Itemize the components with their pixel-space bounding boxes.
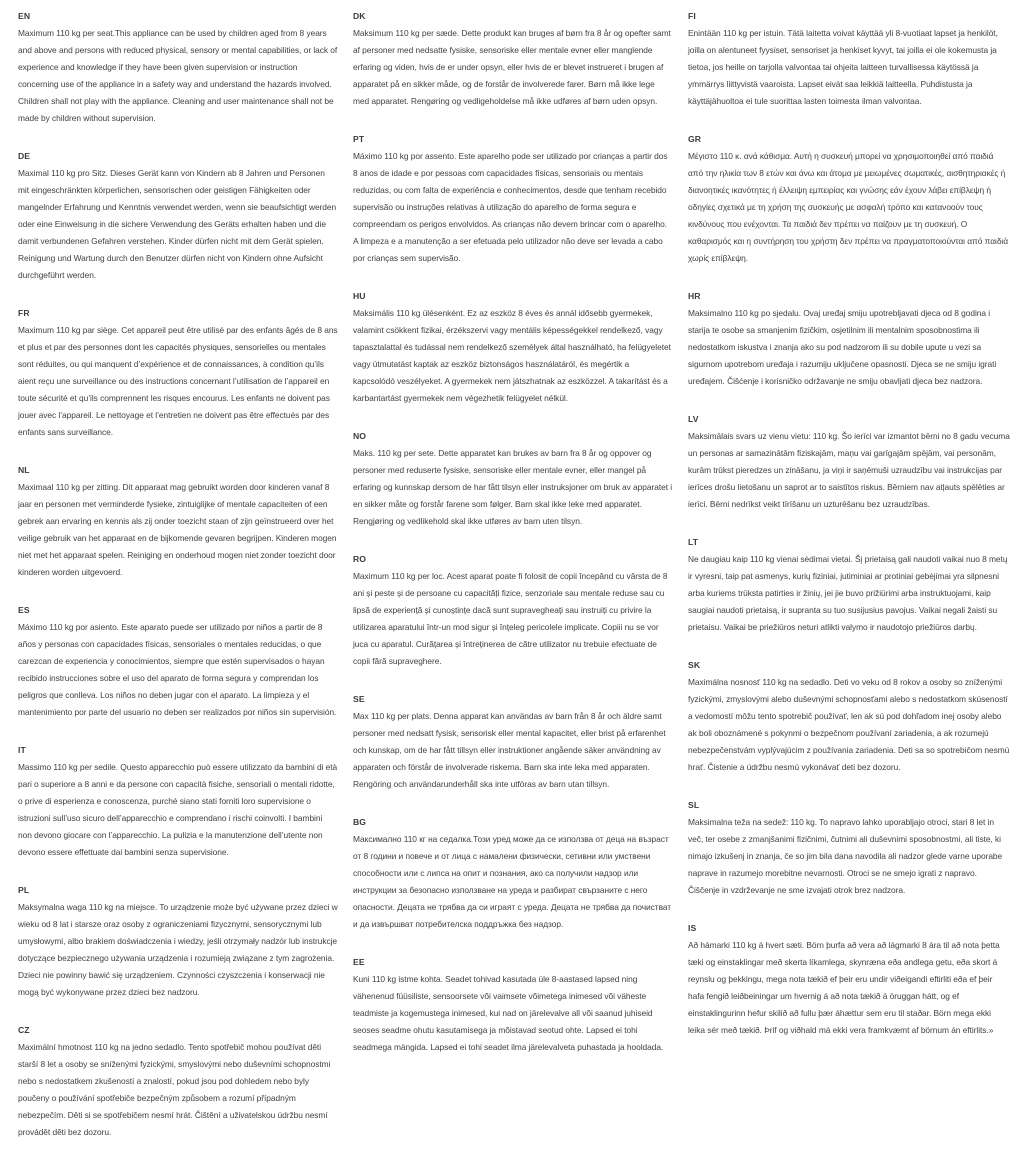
language-code: HU [353, 291, 366, 301]
lang-section-pl [18, 882, 338, 1001]
lang-section-cz [18, 1022, 338, 1141]
language-code: DK [353, 11, 366, 21]
lang-section-gr [688, 131, 1010, 267]
lang-section-pt [353, 131, 673, 267]
lang-section-es [18, 602, 338, 721]
lang-section-lt [688, 534, 1010, 636]
language-code: IT [18, 745, 26, 755]
language-code: SL [688, 800, 700, 810]
language-code: LT [688, 537, 699, 547]
lang-section-nl [18, 462, 338, 581]
column-1 [18, 8, 338, 1162]
language-text: Maximaal 110 kg per zitting. Dit apparaat mag gebruikt worden door kinderen vanaf 8 jaar en personen met verminderde fysieke, zintuiglijke of mentale capaciteiten of een gebrek aan ervaring en kennis als zij onder toezicht staan of zijn geïnstrueerd over het veilige gebruik van het apparaat en de bijkomende gevaren begrijpen. Kinderen mogen niet met het apparaat spelen. Reiniging en onderhoud mogen niet zonder toezicht door kinderen worden uitgevoerd. [18, 482, 337, 577]
language-code: NL [18, 465, 30, 475]
lang-section-no [353, 428, 673, 530]
lang-section-sk [688, 657, 1010, 776]
lang-section-de [18, 148, 338, 284]
language-text: Enintään 110 kg per istuin. Tätä laitetta voivat käyttää yli 8-vuotiaat lapset ja henkilöt, joilla on alentuneet fyysiset, sensoriset ja henkiset kyvyt, tai joilla ei ole kokemusta ja tietoa, jos heille on tarjolla valvontaa tai ohjeita laitteen turvallisessa käytössä ja ymmärrys liittyvistä vaaroista. Lapset eivät saa leikkiä laitteella. Puhdistusta ja käyttäjähuoltoa ei tule suorittaa lasten toimesta ilman valvontaa. [688, 28, 998, 106]
language-code: SK [688, 660, 701, 670]
column-2 [353, 8, 673, 1162]
language-code: PT [353, 134, 365, 144]
lang-section-bg [353, 814, 673, 933]
language-text: Maksimalna teža na sedež: 110 kg. To napravo lahko uporabljajo otroci, stari 8 let in več, ter osebe z zmanjšanimi fizičnimi, čutnimi ali duševnimi sposobnostmi, ali tiste, ki nimajo izkušenj in znanja, če so jim bila dana navodila ali nadzor glede varne uporabe naprave in razumejo morebitne nevarnosti. Otroci se ne smejo igrati z napravo. Čiščenje in vzdrževanje ne sme izvajati otrok brez nadzora. [688, 817, 1003, 895]
lang-section-hr [688, 288, 1010, 390]
language-text: Maks. 110 kg per sete. Dette apparatet kan brukes av barn fra 8 år og oppover og personer med reduserte fysiske, sensoriske eller mentale evner, eller mangel på erfaring og kunnskap dersom de har fått tilsyn eller instruksjoner om bruk av apparatet i en sikker måte og forstår farene som følger. Barn skal ikke leke med apparatet. Rengjøring og vedlikehold skal ikke utføres av barn uten tilsyn. [353, 448, 673, 526]
language-text: Максимално 110 кг на седалка.Този уред може да се използва от деца на възраст от 8 години и повече и от лица с намалени физически, сетивни или умствени способности или с липса на опит и познания, ако са получили надзор или инструкции за безопасно използване на уреда и разбират свързаните с него опасности. Децата не трябва да си играят с уреда. Децата не трябва да почистват и да извършват потребителска поддръжка без надзор. [353, 834, 672, 929]
column-3 [688, 8, 1010, 1162]
language-code: EN [18, 11, 31, 21]
language-text: Máximo 110 kg por asiento. Este aparato puede ser utilizado por niños a partir de 8 años y personas con capacidades físicas, sensoriales o mentales reducidas, o que carezcan de experiencia y conocimientos, siempre que estén supervisados o hayan recibido instrucciones sobre el uso del aparato de forma segura y comprendan los peligros que conlleva. Los niños no deben jugar con el aparato. La limpieza y el mantenimiento por parte del usuario no deben ser realizados por niños sin supervisión. [18, 622, 337, 717]
language-text: Máximo 110 kg por assento. Este aparelho pode ser utilizado por crianças a partir dos 8 anos de idade e por pessoas com capacidades físicas, sensoriais ou mentais reduzidas, ou com falta de experiência e conhecimentos, desde que tenham recebido supervisão ou instruções relativas à utilização do aparelho de forma segura e compreendam os perigos envolvidos. As crianças não devem brincar com o aparelho. A limpeza e a manutenção a ser efetuada pelo utilizador não deve ser levada a cabo por crianças sem supervisão. [353, 151, 668, 263]
language-code: NO [353, 431, 367, 441]
lang-section-hu [353, 288, 673, 407]
lang-section-ro [353, 551, 673, 670]
language-text: Maksimum 110 kg per sæde. Dette produkt kan bruges af børn fra 8 år og opefter samt af personer med nedsatte fysiske, sensoriske eller mentale evner eller manglende erfaring og viden, hvis de er under opsyn, eller hvis de er blevet instrueret i brugen af apparatet på en sikker måde, og de forstår de involverede farer. Børn må ikke lege med apparatet. Rengøring og vedligeholdelse må ikke udføres af børn uden opsyn. [353, 28, 671, 106]
language-code: FI [688, 11, 696, 21]
language-code: PL [18, 885, 30, 895]
lang-section-se [353, 691, 673, 793]
language-code: RO [353, 554, 367, 564]
lang-section-fr [18, 305, 338, 441]
language-code: ES [18, 605, 30, 615]
lang-section-it [18, 742, 338, 861]
language-text: Maximum 110 kg per seat.This appliance can be used by children aged from 8 years and above and persons with reduced physical, sensory or mental capabilities, or lack of experience and knowledge if they have been given supervision or instruction concerning use of the appliance in a safety way and understand the hazards involved. Children shall not play with the appliance. Cleaning and user maintenance shall not be made by children without supervision. [18, 28, 338, 123]
language-text: Maksimālais svars uz vienu vietu: 110 kg. Šo ierīci var izmantot bērni no 8 gadu vecuma un personas ar samazinātām fiziskajām, maņu vai garīgajām spējām, vai personām, kurām trūkst pieredzes un zināšanu, ja viņi ir saņēmuši uzraudzību vai instrukcijas par ierīces drošu lietošanu un saprot ar to saistītos riskus. Bērniem nav atļauts spēlēties ar ierīci. Bērni nedrīkst veikt tīrīšanu un uzturēšanu bez uzraudzības. [688, 431, 1010, 509]
language-text: Ne daugiau kaip 110 kg vienai sėdimai vietai. Šį prietaisą gali naudoti vaikai nuo 8 metų ir vyresni, taip pat asmenys, kurių fiziniai, jutiminiai ar protiniai gebėjimai yra silpnesni arba kuriems trūksta patirties ir žinių, jei jie buvo prižiūrimi arba instruktuojami, kaip saugiai naudoti prietaisą, ir supranta su tuo susijusius pavojus. Vaikai negali žaisti su prietaisu. Vaikai be priežiūros neturi atlikti valymo ir naudotojo priežiūros darbų. [688, 554, 1008, 632]
language-code: SE [353, 694, 365, 704]
language-text: Maximální hmotnost 110 kg na jedno sedadlo. Tento spotřebič mohou používat děti starší 8 let a osoby se sníženými fyzickými, smyslovými nebo duševními schopnostmi nebo s nedostatkem zkušeností a znalostí, pokud jsou pod dohledem nebo byly poučeny o používání spotřebiče bezpečným způsobem a rozumí případným nebezpečím. Děti si se spotřebičem nesmí hrát. Čištění a uživatelskou údržbu nesmí provádět děti bez dozoru. [18, 1042, 331, 1137]
lang-section-sl [688, 797, 1010, 899]
language-text: Að hámarki 110 kg á hvert sæti. Börn þurfa að vera að lágmarki 8 ára til að nota þetta tæki og einstaklingar með skerta líkamlega, skynræna eða andlega getu, eða skort á reynslu og þekkingu, mega nota tækið ef þeir eru undir viðeigandi eftirliti eða ef þeir hafa fengið leiðbeiningar um hvernig á að nota tækið á öruggan hátt, og ef einstaklingurinn hefur skilið að fullu þær áhættur sem eru til staðar. Börn mega ekki leika sér með tækið. Þrif og viðhald má ekki vera framkvæmt af börnum án eftirlits.» [688, 940, 1000, 1035]
language-text: Maksimalno 110 kg po sjedalu. Ovaj uređaj smiju upotrebljavati djeca od 8 godina i starija te osobe sa smanjenim fizičkim, osjetilnim ili mentalnim sposobnostima ili nedostatkom iskustva i znanja ako su pod nadzorom ili su dobile upute u vezi sa sigurnom upotrebom uređaja i razumiju uključene opasnosti. Djeca se ne smiju igrati uređajem. Čišćenje i korisničko održavanje ne smiju obavljati djeca bez nadzora. [688, 308, 997, 386]
language-code: DE [18, 151, 31, 161]
language-code: GR [688, 134, 702, 144]
language-code: IS [688, 923, 697, 933]
lang-section-fi [688, 8, 1010, 110]
lang-section-dk [353, 8, 673, 110]
language-text: Max 110 kg per plats. Denna apparat kan användas av barn från 8 år och äldre samt personer med nedsatt fysisk, sensorisk eller mental kapacitet, eller brist på erfarenhet och kunskap, om de har fått tillsyn eller instruktioner angående säker användning av apparaten och förstår de involverade riskerna. Barn ska inte leka med apparaten. Rengöring och användarunderhåll ska inte utföras av barn utan tillsyn. [353, 711, 666, 789]
language-code: EE [353, 957, 365, 967]
language-text: Maksimális 110 kg ülésenként. Ez az eszköz 8 éves és annál idősebb gyermekek, valamint csökkent fizikai, érzékszervi vagy mentális képességekkel rendelkező, vagy tapasztalattal és tudással nem rendelkező személyek által használható, ha felügyeletet vagy útmutatást kaptak az eszköz biztonságos használatáról, és megértik a kapcsolódó veszélyeket. A gyermekek nem játszhatnak az eszközzel. A takarítást és a karbantartást gyermekek nem végezhetik felügyelet nélkül. [353, 308, 671, 403]
language-text: Maximal 110 kg pro Sitz. Dieses Gerät kann von Kindern ab 8 Jahren und Personen mit eingeschränkten körperlichen, sensorischen oder geistigen Fähigkeiten oder mangelnder Erfahrung und Kenntnis verwendet werden, wenn sie beaufsichtigt werden oder eine Einweisung in die sichere Verwendung des Geräts erhalten haben und die damit verbundenen Gefahren verstehen. Kinder dürfen nicht mit dem Gerät spielen. Reinigung und Wartung durch den Benutzer dürfen nicht von Kindern ohne Aufsicht durchgeführt werden. [18, 168, 337, 280]
lang-section-ee [353, 954, 673, 1056]
lang-section-lv [688, 411, 1010, 513]
language-code: HR [688, 291, 701, 301]
language-text: Μέγιστο 110 κ. ανά κάθισμα. Αυτή η συσκευή μπορεί να χρησιμοποιηθεί από παιδιά από την ηλικία των 8 ετών και άνω και άτομα με μειωμένες σωματικές, αισθητηριακές ή διανοητικές ικανότητες ή έλλειψη εμπειρίας και γνώσης εάν έχουν λάβει επίβλεψη ή οδηγίες σχετικά με τη χρήση της συσκευής με ασφαλή τρόπο και κατανοούν τους κινδύνους που ενέχονται. Τα παιδιά δεν πρέπει να παίζουν με τη συσκευή. Ο καθαρισμός και η συντήρηση του χρήστη δεν πρέπει να πραγματοποιούνται από παιδιά χωρίς επίβλεψη. [688, 151, 1009, 263]
language-code: LV [688, 414, 699, 424]
lang-section-is [688, 920, 1010, 1039]
language-text: Massimo 110 kg per sedile. Questo apparecchio può essere utilizzato da bambini di età pari o superiore a 8 anni e da persone con capacità fisiche, sensoriali o mentali ridotte, o prive di esperienza e conoscenza, purché siano stati forniti loro supervisione o istruzioni sull’uso sicuro dell’apparecchio e comprendano i rischi coinvolti. I bambini non devono giocare con l’apparecchio. La pulizia e la manutenzione dell’utente non devono essere effettuate dai bambini senza supervisione. [18, 762, 338, 857]
language-text: Maximum 110 kg per loc. Acest aparat poate fi folosit de copii începând cu vârsta de 8 ani și peste și de persoane cu capacități fizice, senzoriale sau mentale reduse sau cu lipsă de experiență și cunoștințe dacă sunt supravegheați sau instruiți cu privire la utilizarea aparatului într-un mod sigur și înțeleg pericolele implicate. Copiii nu se vor juca cu aparatul. Curățarea și întreținerea de către utilizator nu trebuie efectuate de copii fără supraveghere. [353, 571, 668, 666]
language-code: FR [18, 308, 30, 318]
language-text: Maximálna nosnosť 110 kg na sedadlo. Deti vo veku od 8 rokov a osoby so zníženými fyzickými, zmyslovými alebo duševnými schopnosťami alebo s nedostatkom skúseností a vedomostí môžu tento spotrebič používať, len ak sú pod dohľadom inej osoby alebo ak boli oboznámené s pokynmi o bezpečnom používaní zariadenia, a ak rozumejú nebezpečenstvám vyplývajúcim z používania zariadenia. Deti sa so spotrebičom nesmú hrať. Čistenie a údržbu nesmú vykonávať deti bez dozoru. [688, 677, 1010, 772]
language-text: Maksymalna waga 110 kg na miejsce. To urządzenie może być używane przez dzieci w wieku od 8 lat i starsze oraz osoby z ograniczeniami fizycznymi, sensorycznymi lub umysłowymi, albo brakiem doświadczenia i wiedzy, jeśli otrzymały nadzór lub instrukcje dotyczące bezpiecznego używania urządzenia i rozumieją związane z tym zagrożenia. Dzieci nie powinny bawić się urządzeniem. Czynności czyszczenia i konserwacji nie mogą być wykonywane przez dzieci bez nadzoru. [18, 902, 338, 997]
language-text: Maximum 110 kg par siège. Cet appareil peut être utilisé par des enfants âgés de 8 ans et plus et par des personnes dont les capacités physiques, sensorielles ou mentales sont réduites, ou qui manquent d’expérience et de connaissances, à condition qu’ils aient reçu une surveillance ou des instructions concernant l’utilisation de l’appareil en toute sécurité et qu’ils comprennent les risques encourus. Les enfants ne doivent pas jouer avec l’appareil. Le nettoyage et l’entretien ne doivent pas être effectués par des enfants sans surveillance. [18, 325, 338, 437]
language-code: BG [353, 817, 367, 827]
language-text: Kuni 110 kg istme kohta. Seadet tohivad kasutada üle 8-aastased lapsed ning vähenenud füüsiliste, sensoorsete või vaimsete võimetega inimesed või väheste teadmiste ja kogemustega inimesed, kui nad on järelevalve all või saanud juhiseid seoses seadme ohutu kasutamisega ja mõistavad seotud ohte. Lapsed ei tohi seadmega mängida. Lapsed ei tohi seadet ilma järelevalveta puhastada ja hooldada. [353, 974, 664, 1052]
lang-section-en [18, 8, 338, 127]
language-code: CZ [18, 1025, 30, 1035]
